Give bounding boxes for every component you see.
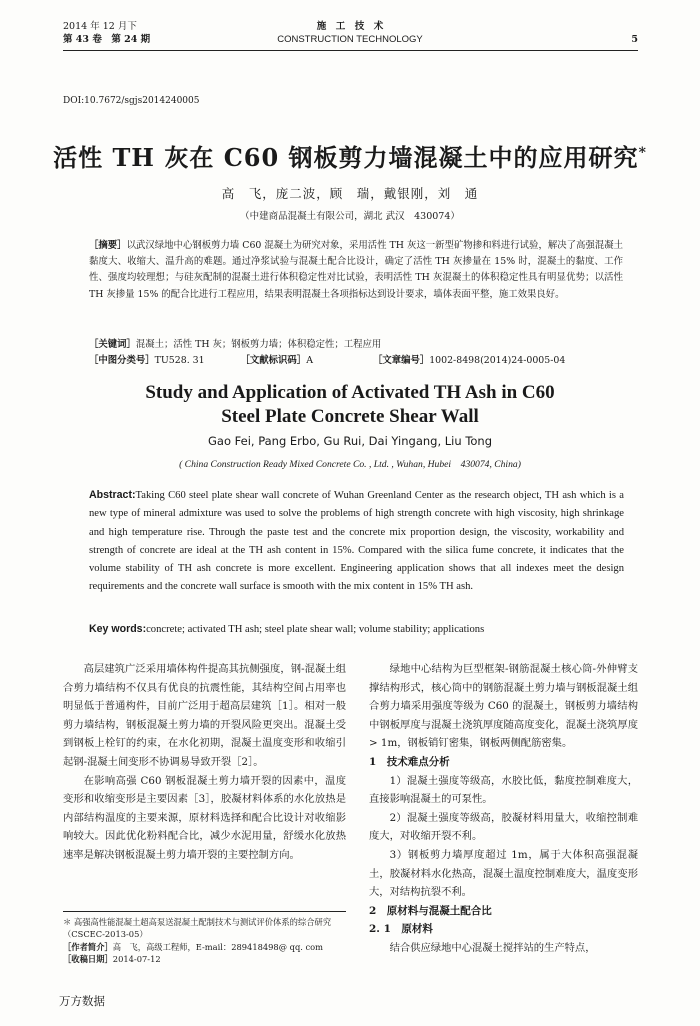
title-fund-mark: * xyxy=(638,145,647,161)
keywords-cn-text: 混凝土；活性 TH 灰；钢板剪力墙；体积稳定性；工程应用 xyxy=(135,339,382,350)
header-rule xyxy=(63,50,638,51)
footnotes xyxy=(63,916,346,965)
footnote-received-label: ［收稿日期］ xyxy=(63,953,113,964)
authors-en: Gao Fei, Pang Erbo, Gu Rui, Dai Yingang, Liu Tong xyxy=(207,434,493,448)
footnote-received xyxy=(63,953,346,965)
classification-line xyxy=(89,353,623,368)
body-left-column xyxy=(63,660,346,865)
header-date: 2014 年 12 月下 xyxy=(63,21,137,32)
title-en xyxy=(0,381,700,429)
footer-watermark: 万方数据 xyxy=(59,994,105,1008)
abstract-cn-label: ［摘要］ xyxy=(89,240,127,251)
abstract-en xyxy=(89,486,624,597)
section-heading-1: 1 技术难点分析 xyxy=(369,755,450,768)
footnote-fund: ＊ 高强高性能混凝土超高泵送混凝土配制技术与测试评价体系的综合研究（CSCEC-2013-05） xyxy=(63,917,332,940)
footnote-author xyxy=(63,941,346,953)
difficulty-item-2: 2）混凝土强度等级高，胶凝材料用量大，收缩控制难度大，对收缩开裂不利。 xyxy=(369,811,638,843)
doc-code-label: ［文献标识码］ xyxy=(240,355,307,366)
abstract-en-label: Abstract: xyxy=(89,489,136,501)
body-right-paragraph-2: 结合供应绿地中心混凝土搅拌站的生产特点， xyxy=(389,941,596,954)
title-en-line2: Steel Plate Concrete Shear Wall xyxy=(221,406,479,427)
article-id-label: ［文章编号］ xyxy=(372,355,430,366)
keywords-en xyxy=(89,621,484,638)
body-left-paragraph-2: 在影响高强 C60 钢板混凝土剪力墙开裂的因素中，温度变形和收缩变形是主要因素［3］，胶凝材料体系的水化放热是内部结构温度的主要来源，原材料选择和配合比设计对收缩影响较大。因此优化粉料配合比，减少水泥用量，舒缓水化放热速率是解决钢板混凝土剪力墙开裂的主要控制方向。 xyxy=(63,774,346,861)
footnote-author-label: ［作者简介］ xyxy=(63,941,113,952)
header-journal-cn: 施 工 技 术 xyxy=(316,21,384,32)
abstract-en-text: Taking C60 steel plate shear wall concrete of Wuhan Greenland Center as the research object, TH ash which is a new type of mineral admixture was used to solve the problems of high strength concrete with high viscosity, high shrinkage and high temperature rise. Through the paste test and the concrete mix proportion design, the viscosity, workability and strength of concrete are ideal at the TH ash content in 15%. Compared with the silica fume concrete, it indicates that the volume stability of TH ash concrete is more excellent. Engineering application shows that all indexes meet the design requirements and the concrete wall surface is smooth with the mix content in 15% TH ash. xyxy=(89,490,624,593)
affiliation-en: ( China Construction Ready Mixed Concrete Co. , Ltd. , Wuhan, Hubei 430074, China) xyxy=(179,459,521,470)
header-volume: 第 43 卷 第 24 期 xyxy=(63,34,151,45)
abstract-cn xyxy=(89,238,623,303)
authors-cn: 高 飞，庞二波，顾 瑞，戴银刚，刘 通 xyxy=(221,186,479,201)
affiliation-cn: （中建商品混凝土有限公司，湖北 武汉 430074） xyxy=(240,211,460,222)
title-cn xyxy=(0,138,700,173)
body-right-column xyxy=(369,660,638,958)
keywords-en-text: concrete; activated TH ash; steel plate shear wall; volume stability; applications xyxy=(146,624,485,635)
footnote-received-date: 2014-07-12 xyxy=(112,953,161,964)
body-right-paragraph-1: 绿地中心结构为巨型框架-钢筋混凝土核心筒-外伸臂支撑结构形式，核心筒中的钢筋混凝土剪力墙与钢板混凝土组合剪力墙采用强度等级为 C60 的混凝土，钢板剪力墙结构中钢板厚度与混凝土浇筑厚度随高度变化，混凝土浇筑厚度 > 1m，钢板销钉密集，钢板两侧配筋密集。 xyxy=(369,663,638,750)
subsection-heading-2-1: 2. 1 原材料 xyxy=(369,923,433,936)
difficulty-item-1: 1）混凝土强度等级高，水胶比低，黏度控制难度大，直接影响混凝土的可泵性。 xyxy=(369,774,638,806)
section-heading-2: 2 原材料与混凝土配合比 xyxy=(369,904,492,917)
title-en-line1: Study and Application of Activated TH Ash in C60 xyxy=(145,382,555,403)
body-left-paragraph-1: 高层建筑广泛采用墙体构件提高其抗侧强度，钢-混凝土组合剪力墙结构不仅具有优良的抗震性能，其结构空间占用率也明显低于普通构件，目前广泛用于超高层建筑［1］。相对一般剪力墙结构，钢板混凝土剪力墙的开裂风险更突出。混凝土受到钢板上栓钉的约束，在水化初期，混凝土温度变形和收缩引起钢-混凝土间变形不协调易导致开裂［2］。 xyxy=(63,663,346,768)
header-page-number: 5 xyxy=(631,34,638,45)
footnote-rule xyxy=(63,911,346,912)
difficulty-item-3: 3）钢板剪力墙厚度超过 1m，属于大体积高强混凝土，胶凝材料水化热高，混凝土温度控制难度大，温度变形大，对结构抗裂不利。 xyxy=(369,848,638,899)
title-cn-text: 活性 TH 灰在 C60 钢板剪力墙混凝土中的应用研究 xyxy=(53,143,639,172)
header-journal-en: CONSTRUCTION TECHNOLOGY xyxy=(277,34,423,45)
footnote-author-text: 高 飞，高级工程师，E-mail：289418498@ qq. com xyxy=(112,941,324,952)
clc-label: ［中图分类号］ xyxy=(89,355,155,366)
keywords-en-label: Key words: xyxy=(89,623,147,635)
clc-value: TU528. 31 xyxy=(154,355,205,366)
abstract-cn-text: 以武汉绿地中心钢板剪力墙 C60 混凝土为研究对象，采用活性 TH 灰这一新型矿物掺和料进行试验，解决了高强混凝土黏度大、收缩大、温升高的难题。通过净浆试验与混凝土配合比设计，确定了活性 TH 灰掺量在 15% 时，混凝土的黏度、工作性、强度均较理想；与硅灰配制的混凝土进行体积稳定性对比试验，表明活性 TH 灰混凝土的体积稳定性具有明显优势；以活性 TH 灰掺量 15% 的配合比进行工程应用，结果表明混凝土各项指标达到设计要求，墙体表面平整，施工效果良好。 xyxy=(89,240,623,300)
keywords-cn xyxy=(89,337,381,352)
doc-code-value: A xyxy=(306,355,313,366)
doi: DOI:10.7672/sgjs2014240005 xyxy=(63,96,200,106)
article-id-value: 1002-8498(2014)24-0005-04 xyxy=(429,355,566,366)
keywords-cn-label: ［关键词］ xyxy=(89,339,136,350)
